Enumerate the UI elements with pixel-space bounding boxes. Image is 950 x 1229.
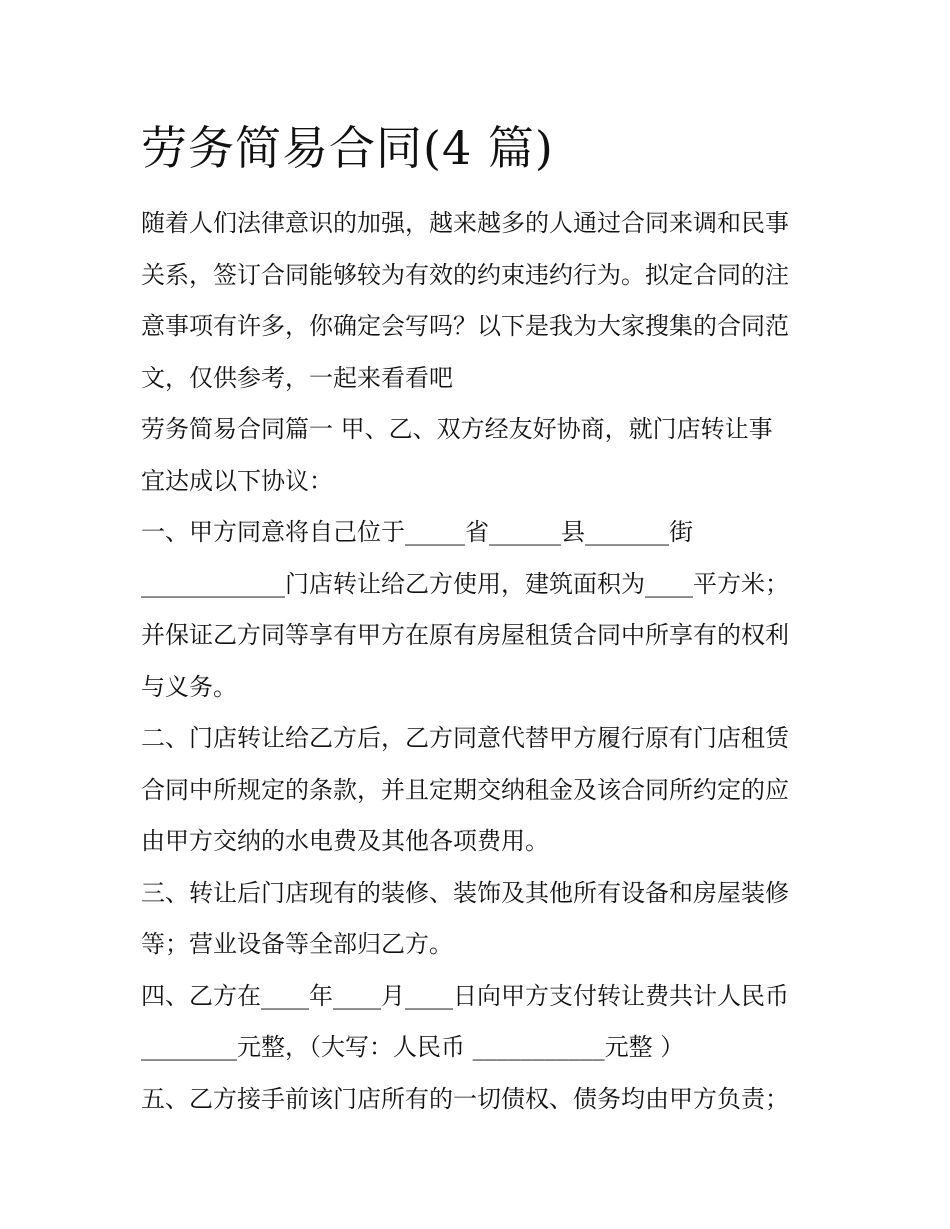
body-line: 五、乙方接手前该门店所有的一切债权、债务均由甲方负责； bbox=[141, 1084, 789, 1113]
body-line: 宜达成以下协议： bbox=[141, 466, 333, 495]
body-line: 劳务简易合同篇一 甲、乙、双方经友好协商，就门店转让事 bbox=[141, 415, 773, 443]
body-line: 随着人们法律意识的加强，越来越多的人通过合同来调和民事 bbox=[141, 209, 789, 237]
body-line: 由甲方交纳的水电费及其他各项费用。 bbox=[141, 827, 549, 855]
document-title: 劳务简易合同(4 篇) bbox=[141, 121, 554, 175]
body-line: 意事项有许多，你确定会写吗？以下是我为大家搜集的合同范 bbox=[141, 312, 789, 340]
body-line: 关系，签订合同能够较为有效的约束违约行为。拟定合同的注 bbox=[141, 260, 789, 289]
body-line: 合同中所规定的条款，并且定期交纳租金及该合同所约定的应 bbox=[141, 775, 789, 804]
body-line: ________元整，（大写：人民币 ___________元整 ） bbox=[141, 1033, 685, 1061]
body-line: 文，仅供参考，一起来看看吧 bbox=[141, 363, 453, 392]
document-body bbox=[141, 198, 821, 1125]
body-line: 与义务。 bbox=[141, 672, 237, 701]
body-line: 二、门店转让给乙方后，乙方同意代替甲方履行原有门店租赁 bbox=[141, 724, 789, 752]
body-line: 并保证乙方同等享有甲方在原有房屋租赁合同中所享有的权利 bbox=[141, 621, 789, 649]
body-line: 等；营业设备等全部归乙方。 bbox=[141, 930, 453, 958]
body-line: 四、乙方在____年____月____日向甲方支付转让费共计人民币 bbox=[141, 981, 789, 1010]
body-line: 三、转让后门店现有的装修、装饰及其他所有设备和房屋装修 bbox=[141, 878, 789, 907]
body-line: 一、甲方同意将自己位于_____省______县_______街 bbox=[141, 518, 693, 546]
body-line: ____________门店转让给乙方使用，建筑面积为____平方米； bbox=[141, 569, 789, 598]
